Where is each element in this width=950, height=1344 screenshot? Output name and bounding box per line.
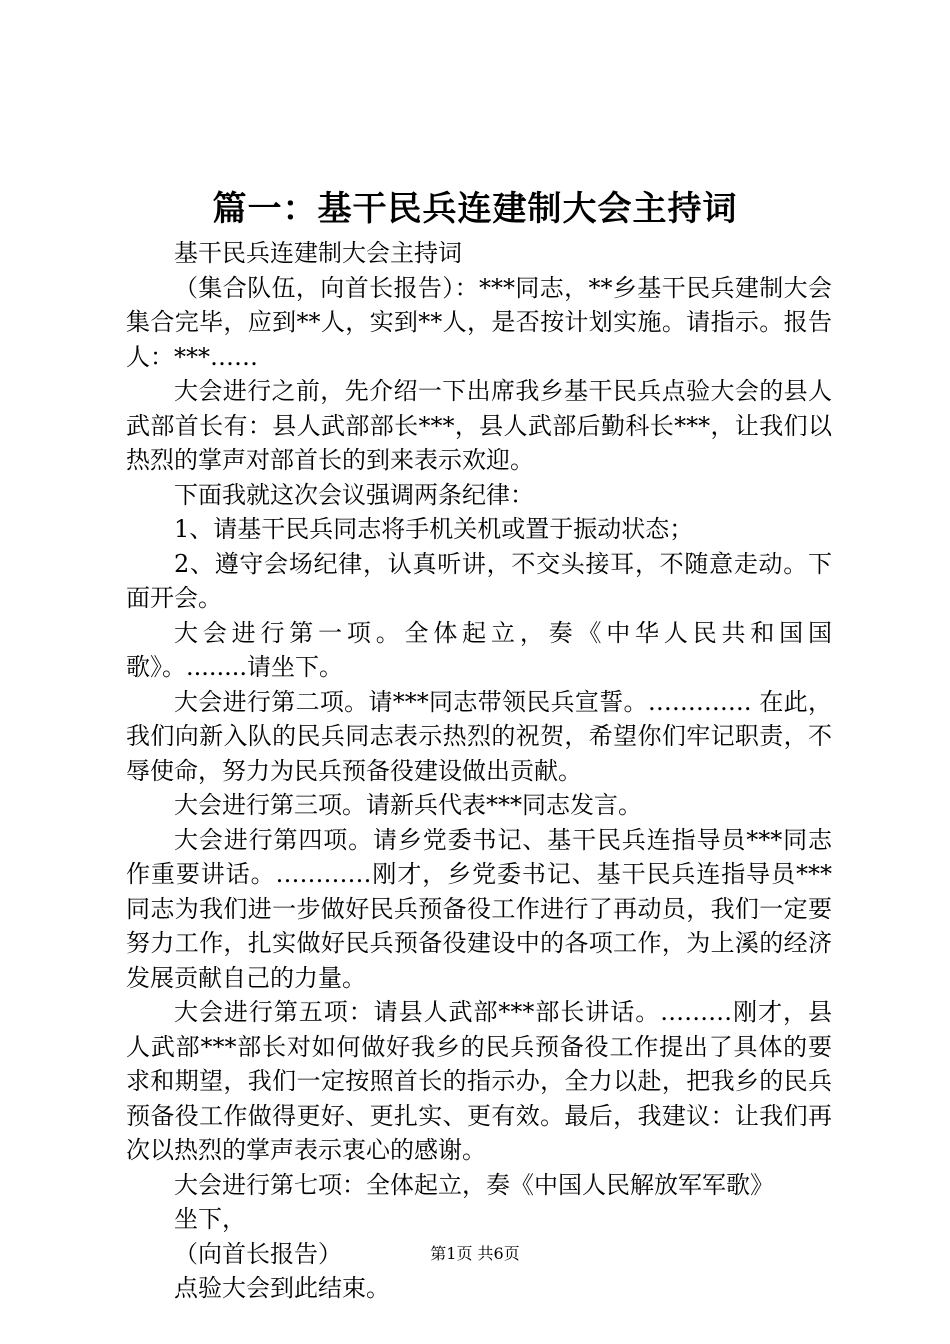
paragraph: 1、请基干民兵同志将手机关机或置于振动状态； [174,515,694,543]
paragraph: 2、遵守会场纪律，认真听讲，不交头接耳，不随意走动。下面开会。 [126,549,832,612]
paragraph: 下面我就这次会议强调两条纪律： [174,480,534,509]
document-body [126,236,832,1306]
paragraph: 大会进行第五项：请县人武部***部长讲话。………刚才，县人武部***部长对如何做好我乡的民兵预备役工作提出了具体的要求和期望，我们一定按照首长的指示办，全力以赴，把我乡的民兵预备役工作做得更好、更扎实、更有效。最后，我建议：让我们再次以热烈的掌声表示衷心的感谢。 [126,998,832,1164]
paragraph: 大会进行之前，先介绍一下出席我乡基干民兵点验大会的县人武部首长有：县人武部部长***，县人武部后勤科长***，让我们以热烈的掌声对部首长的到来表示欢迎。 [126,377,832,474]
paragraph: （集合队伍，向首长报告）：***同志，**乡基干民兵建制大会集合完毕，应到**人，实到**人，是否按计划实施。请指示。报告人：***…… [126,273,832,371]
paragraph: 基干民兵连建制大会主持词 [174,239,462,267]
paragraph: 大会进行第四项。请乡党委书记、基干民兵连指导员***同志作重要讲话。…………刚才，乡党委书记、基干民兵连指导员***同志为我们进一步做好民兵预备役工作进行了再动员，我们一定要努力工作，扎实做好民兵预备役建设中的各项工作，为上溪的经济发展贡献自己的力量。 [126,825,832,992]
paragraph: （向首长报告） [174,1239,342,1268]
document-title: 篇一：基干民兵连建制大会主持词 [212,189,738,229]
paragraph: 点验大会到此结束。 [174,1274,390,1302]
paragraph: 大会进行第二项。请***同志带领民兵宣誓。…………. 在此，我们向新入队的民兵同志表示热烈的祝贺，希望你们牢记职责，不辱使命，努力为民兵预备役建设做出贡献。 [126,687,832,785]
paragraph: 大会进行第一项。全体起立，奏《中华人民共和国国歌》。........请坐下。 [126,618,832,681]
paragraph: 大会进行第三项。请新兵代表***同志发言。 [174,791,642,819]
page-footer: 第1页 共6页 [430,1244,520,1263]
paragraph: 坐下， [174,1205,246,1233]
paragraph: 大会进行第七项：全体起立，奏《中国人民解放军军歌》 [174,1170,774,1199]
